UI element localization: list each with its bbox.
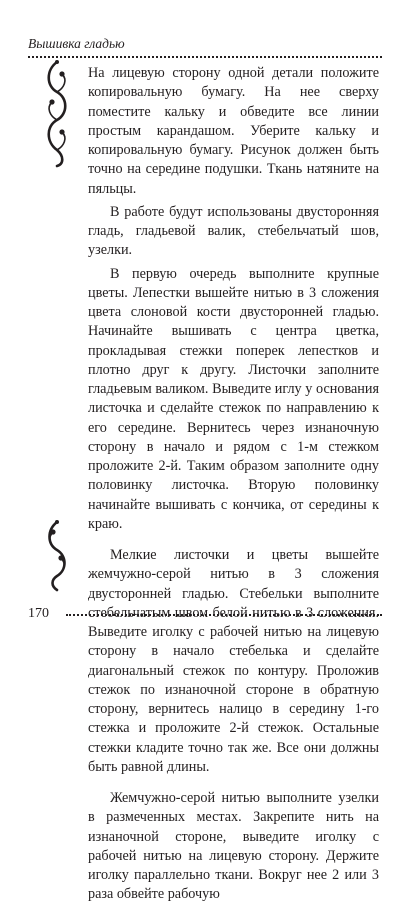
header-dotted-rule bbox=[28, 56, 382, 61]
paragraph-transfer-pattern: На лицевую сторону одной детали положите копировальную бумагу. На нее сверху поместите кальку и обведите все линии простым карандашом. Уберите кальку и копировальную бумагу. Рисунок должен быть точно на середине подушки. Ткань натяните на пяльцы. bbox=[88, 65, 379, 197]
paragraph-small-leaves: Мелкие листочки и цветы вышейте жемчужно-серой нитью в 3 сложения двусторонней гладью. Стебельки выполните стебельчатым швом белой нитью в 3 сложения. Выведите иголку с рабочей нитью на лицевую сторону в начало стебелька и сделайте диагональный стежок по контуру. Проложив стежок по изнаночной стороне в обратную сторону, вернитесь налицо в середину 1-го стежка и проложите 2-й стежок. Остальные стежки кладите точно так же. Все они должны быть равной длины. bbox=[88, 547, 379, 775]
paragraph-french-knots: Жемчужно-серой нитью выполните узелки в размеченных местах. Закрепите нить на изнаночной стороне, выведите иголку с рабочей нитью на лицевую сторону. Держите иголку параллельно ткани. Вокруг нее 2 или 3 раза обвейте рабочую bbox=[88, 790, 379, 903]
paragraph-large-flowers: В первую очередь выполните крупные цветы. Лепестки вышейте нитью в 3 сложения цвета слоновой кости двусторонней гладью. Начинайте вышивать с центра цветка, прокладывая стежки поперек лепестков и плотно друг к другу. Листочки заполните гладьевым валиком. Выведите иглу у основания листочка и сделайте стежок по направлению к его середине. Вернитесь через изнаночную сторону в начало и рядом с 1-м стежком проложите 2-й. Таким образом заполните одну половинку листочка. Вторую половинку начинайте вышивать с кончика, от середины к краю. bbox=[88, 265, 379, 532]
floral-swirl-ornament-icon bbox=[42, 60, 72, 168]
running-header: Вышивка гладью bbox=[28, 36, 125, 51]
body-text bbox=[88, 64, 379, 905]
page-number: 170 bbox=[28, 606, 49, 621]
paragraph-stitches-used: В работе будут использованы двусторонняя гладь, гладьевой валик, стебельчатый шов, узелки. bbox=[88, 203, 379, 259]
footer-dotted-rule bbox=[66, 614, 382, 619]
floral-swirl-ornament-icon bbox=[42, 520, 72, 592]
